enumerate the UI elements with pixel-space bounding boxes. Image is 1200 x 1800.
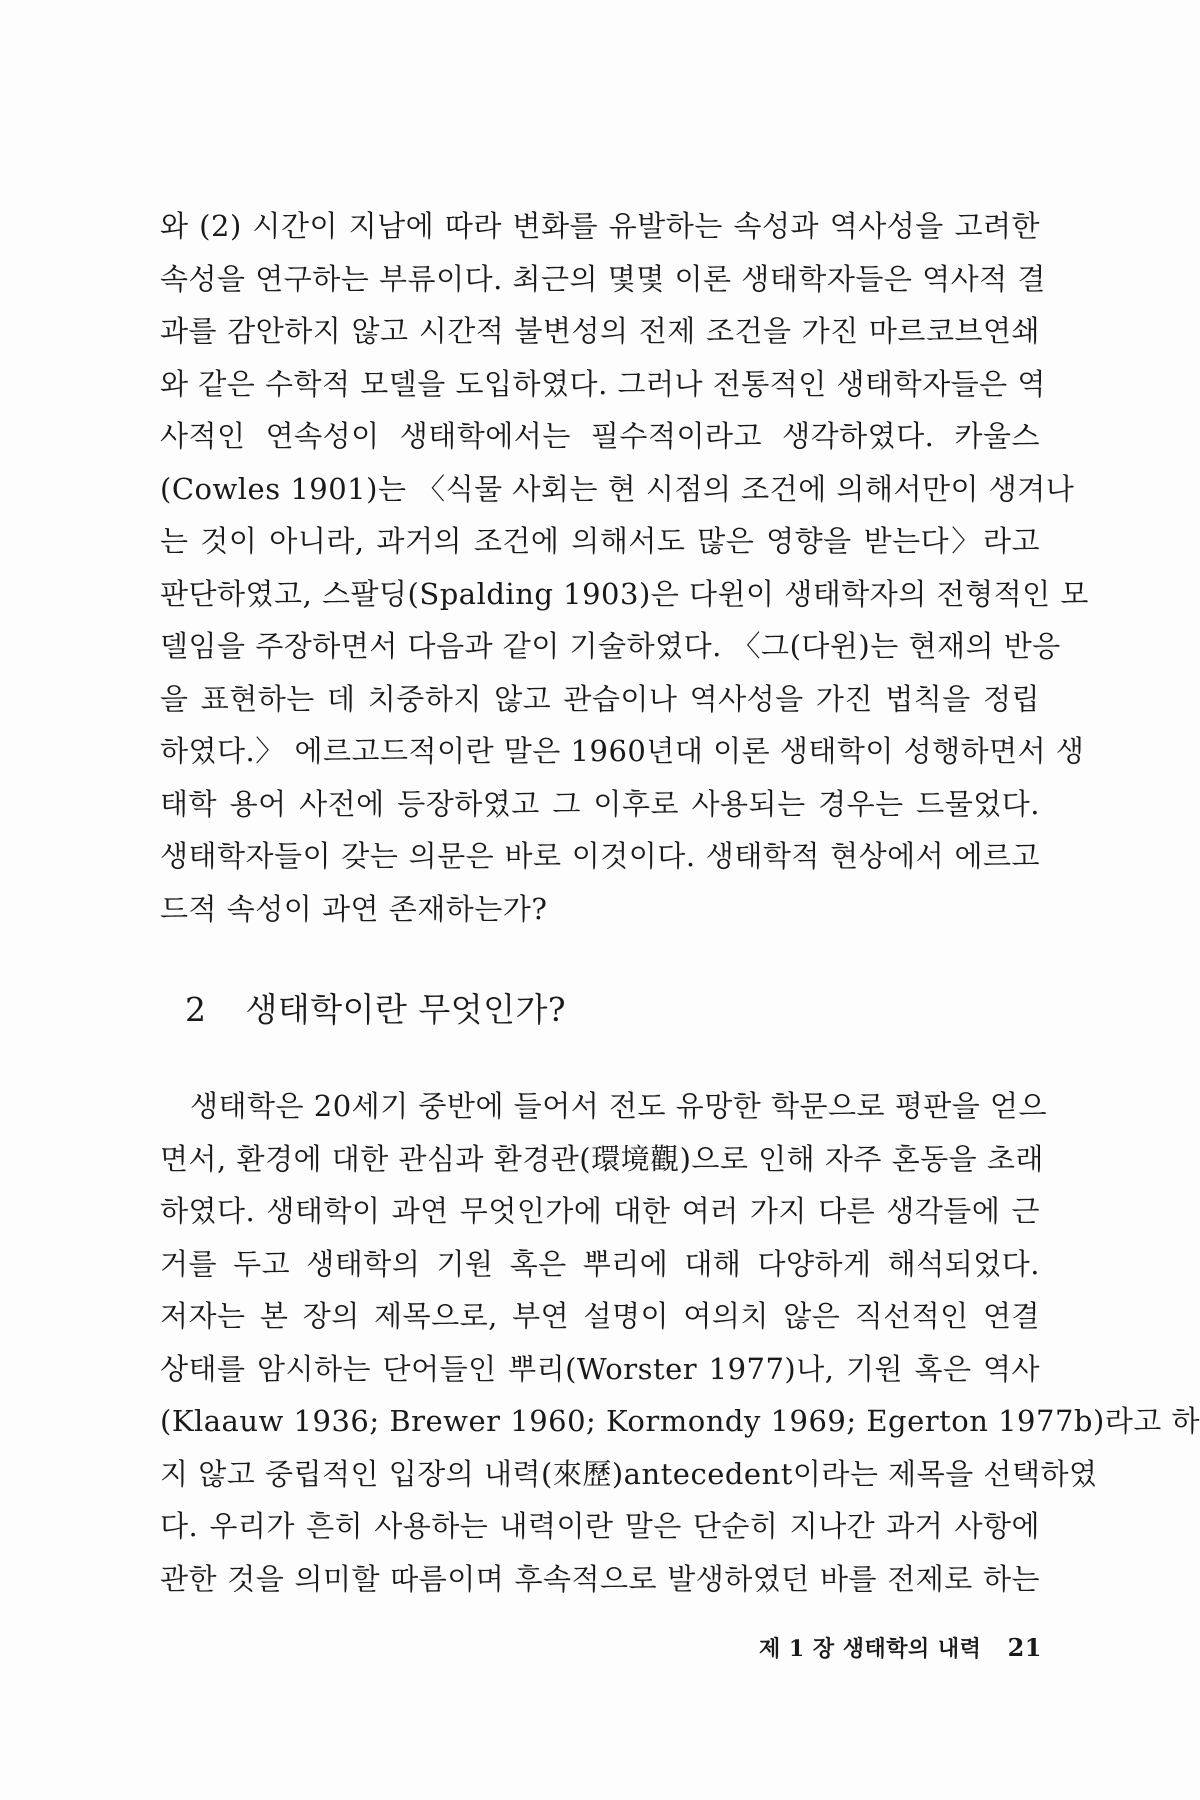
- section-heading: [185, 985, 566, 1035]
- text-line: 생태학은 20세기 중반에 들어서 전도 유망한 학문으로 평판을 얻으: [190, 1089, 1048, 1123]
- text-line: 하였다. 생태학이 과연 무엇인가에 대한 여러 가지 다른 생각들에 근: [160, 1194, 1040, 1228]
- text-line: 속성을 연구하는 부류이다. 최근의 몇몇 이론 생태학자들은 역사적 결: [160, 261, 1046, 296]
- text-line: 지 않고 중립적인 입장의 내력(來歷)antecedent이라는 제목을 선택하였: [160, 1456, 1098, 1491]
- text-line: 하였다.〉 에르고드적이란 말은 1960년대 이론 생태학이 성행하면서 생: [160, 734, 1085, 768]
- text-line: 면서, 환경에 대한 관심과 환경관(環境觀)으로 인해 자주 혼동을 초래: [160, 1141, 1044, 1176]
- text-line: 을 표현하는 데 치중하지 않고 관습이나 역사성을 가진 법칙을 정립: [160, 681, 1040, 716]
- section-title: 생태학이란 무엇인가?: [245, 990, 567, 1029]
- text-line: 태학 용어 사전에 등장하였고 그 이후로 사용되는 경우는 드물었다.: [160, 786, 1040, 821]
- text-line: 과를 감안하지 않고 시간적 불변성의 전제 조건을 가진 마르코브연쇄: [160, 314, 1040, 348]
- paragraph-2: [160, 1080, 1200, 1605]
- text-line: 다. 우리가 흔히 사용하는 내력이란 말은 단순히 지나간 과거 사항에: [160, 1509, 1040, 1543]
- text-line: 관한 것을 의미할 따름이며 후속적으로 발생하였던 바를 전제로 하는: [160, 1561, 1040, 1596]
- text-line: 상태를 암시하는 단어들인 뿌리(Worster 1977)나, 기원 혹은 역사: [160, 1351, 1040, 1386]
- text-line: 판단하였고, 스팔딩(Spalding 1903)은 다윈이 생태학자의 전형적인 모: [160, 576, 1089, 611]
- text-line: 드적 속성이 과연 존재하는가?: [160, 891, 548, 926]
- page-footer: [759, 1630, 1042, 1667]
- text-line: 델임을 주장하면서 다음과 같이 기술하였다. 〈그(다윈)는 현재의 반응: [160, 629, 1061, 663]
- text-line: 와 (2) 시간이 지남에 따라 변화를 유발하는 속성과 역사성을 고려한: [160, 209, 1040, 243]
- section-number: 2: [185, 990, 207, 1029]
- text-line: (Klaauw 1936; Brewer 1960; Kormondy 1969; Egerton 1977b)라고 하: [160, 1404, 1200, 1438]
- text-line: 생태학자들이 갖는 의문은 바로 이것이다. 생태학적 현상에서 에르고: [160, 839, 1040, 873]
- paragraph-1: [160, 200, 1089, 935]
- text-line: (Cowles 1901)는 〈식물 사회는 현 시점의 조건에 의해서만이 생겨나: [160, 471, 1075, 506]
- text-line: 와 같은 수학적 모델을 도입하였다. 그러나 전통적인 생태학자들은 역: [160, 366, 1046, 401]
- chapter-label: 제 1 장 생태학의 내력: [758, 1636, 982, 1662]
- text-line: 는 것이 아니라, 과거의 조건에 의해서도 많은 영향을 받는다〉라고: [160, 524, 1040, 558]
- page-number: 21: [1007, 1633, 1042, 1662]
- text-line: 사적인 연속성이 생태학에서는 필수적이라고 생각하였다. 카울스: [160, 419, 1040, 453]
- text-line: 저자는 본 장의 제목으로, 부연 설명이 여의치 않은 직선적인 연결: [160, 1299, 1040, 1333]
- text-line: 거를 두고 생태학의 기원 혹은 뿌리에 대해 다양하게 해석되었다.: [160, 1246, 1040, 1281]
